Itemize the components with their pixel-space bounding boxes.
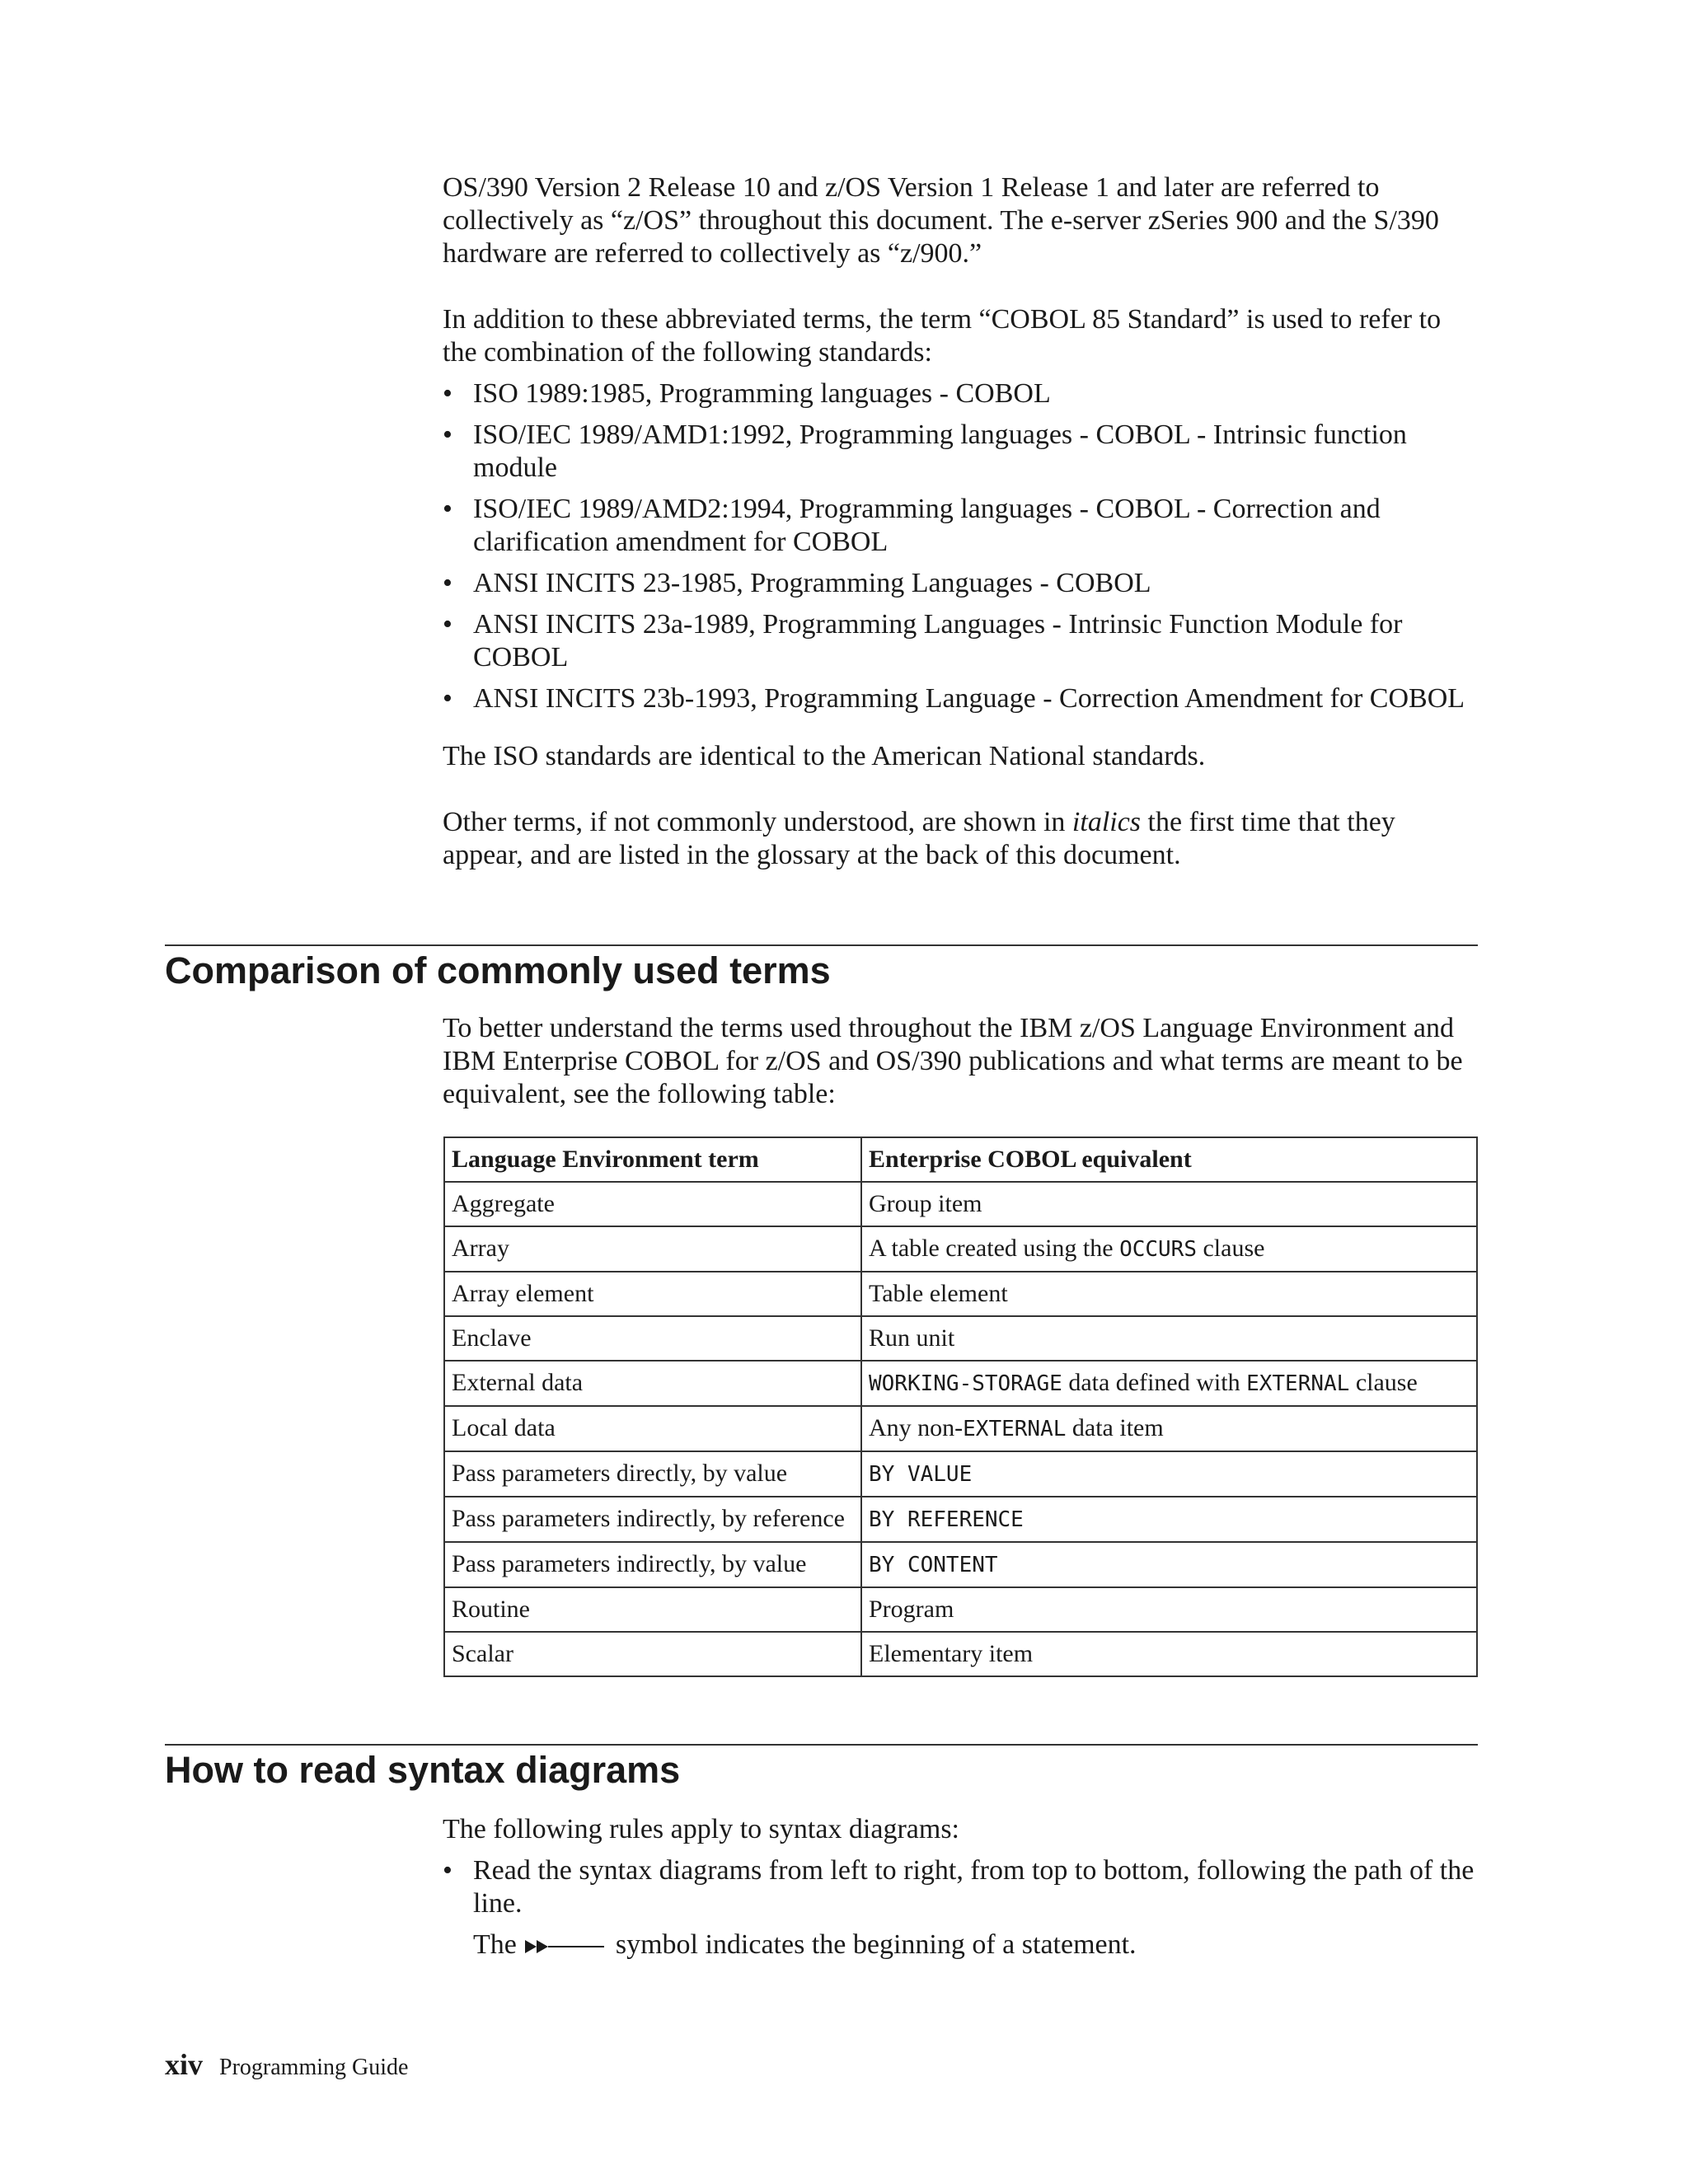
table-row	[444, 1451, 1477, 1497]
le-term-cell: Array element	[444, 1272, 861, 1316]
statement-start-symbol-icon	[525, 1937, 604, 1957]
section-divider	[165, 1744, 1478, 1746]
bullet-icon: •	[443, 1855, 452, 1886]
le-term-cell: Pass parameters indirectly, by reference	[444, 1497, 861, 1542]
cobol-term-cell: Elementary item	[861, 1632, 1477, 1676]
cobol-term-cell: Run unit	[861, 1316, 1477, 1361]
syntax-rules-list	[443, 1854, 1478, 1961]
cobol-term-cell	[861, 1451, 1477, 1497]
table-row	[444, 1406, 1477, 1451]
le-term-cell: Routine	[444, 1587, 861, 1632]
comparison-intro: To better understand the terms used throughout the IBM z/OS Language Environment and IBM Enterprise COBOL for z/OS and OS/390 publications and what terms are meant to be equivalent, see the following table:	[443, 1013, 1463, 1109]
table-row	[444, 1632, 1477, 1676]
list-item: • ISO 1989:1985, Programming languages - COBOL	[443, 378, 1051, 409]
cobol-term-cell: A table created using the OCCURS clause	[861, 1226, 1477, 1272]
bullet-icon: •	[443, 378, 452, 409]
intro-paragraph-1: OS/390 Version 2 Release 10 and z/OS Version 1 Release 1 and later are referred to collectively as “z/OS” throughout this document. The e-server zSeries 900 and the S/390 hardware are referred to collectively as “z/900.”	[443, 172, 1439, 269]
table-row	[444, 1182, 1477, 1226]
le-term-cell: Local data	[444, 1406, 861, 1451]
section-heading-syntax: How to read syntax diagrams	[165, 1749, 681, 1791]
le-term-cell: Pass parameters indirectly, by value	[444, 1542, 861, 1587]
cobol-term-cell: Any non-EXTERNAL data item	[861, 1406, 1477, 1451]
column-header: Language Environment term	[444, 1137, 861, 1182]
le-term-cell: Scalar	[444, 1632, 861, 1676]
intro-paragraph-2: In addition to these abbreviated terms, the term “COBOL 85 Standard” is used to refer to the combination of the following standards:	[443, 304, 1442, 368]
page-footer	[165, 2050, 408, 2082]
intro-paragraph-3: The ISO standards are identical to the American National standards.	[443, 741, 1206, 771]
book-title: Programming Guide	[219, 2055, 409, 2080]
le-term-cell: External data	[444, 1361, 861, 1406]
code-keyword: WORKING-STORAGE	[869, 1371, 1062, 1396]
syntax-intro: The following rules apply to syntax diagrams:	[443, 1814, 959, 1844]
code-keyword: EXTERNAL	[1246, 1371, 1350, 1396]
table-row	[444, 1226, 1477, 1272]
code-keyword: BY CONTENT	[869, 1553, 998, 1577]
le-term-cell: Aggregate	[444, 1182, 861, 1226]
table-row	[444, 1361, 1477, 1406]
table-row	[444, 1316, 1477, 1361]
cobol-term-cell	[861, 1542, 1477, 1587]
bullet-icon: •	[443, 568, 452, 598]
list-item: • Read the syntax diagrams from left to right, from top to bottom, following the path of the line. The symbol indicates the beginning of a statement.	[443, 1854, 1478, 1961]
italic-example: italics	[1071, 807, 1142, 837]
section-divider	[165, 944, 1478, 946]
bullet-icon: •	[443, 683, 452, 714]
bullet-icon: •	[443, 609, 452, 640]
cobol-term-cell: Group item	[861, 1182, 1477, 1226]
symbol-explanation: The symbol indicates the beginning of a statement.	[473, 1929, 1137, 1960]
bullet-icon: •	[443, 419, 452, 450]
table-row	[444, 1542, 1477, 1587]
list-item: • ANSI INCITS 23a-1989, Programming Languages - Intrinsic Function Module for COBOL	[443, 609, 1403, 673]
code-keyword: EXTERNAL	[963, 1417, 1067, 1441]
cobol-term-cell	[861, 1497, 1477, 1542]
code-keyword: OCCURS	[1119, 1237, 1197, 1262]
table-row	[444, 1272, 1477, 1316]
code-keyword: BY REFERENCE	[869, 1507, 1024, 1532]
list-item: • ISO/IEC 1989/AMD1:1992, Programming languages - COBOL - Intrinsic function module	[443, 419, 1407, 483]
intro-section	[443, 171, 1478, 872]
cobol-term-cell: WORKING-STORAGE data defined with EXTERNAL clause	[861, 1361, 1477, 1406]
le-term-cell: Array	[444, 1226, 861, 1272]
cobol-term-cell: Program	[861, 1587, 1477, 1632]
syntax-section	[443, 1813, 1478, 1970]
intro-paragraph-4: Other terms, if not commonly understood, are shown in italics the first time that they appear, and are listed in the glossary at the back of this document.	[443, 807, 1395, 870]
list-item: • ANSI INCITS 23b-1993, Programming Language - Correction Amendment for COBOL	[443, 683, 1465, 714]
le-term-cell: Enclave	[444, 1316, 861, 1361]
table-row	[444, 1587, 1477, 1632]
section-heading-comparison: Comparison of commonly used terms	[165, 949, 831, 991]
standards-list	[443, 377, 1478, 715]
bullet-icon: •	[443, 494, 452, 524]
list-item: • ANSI INCITS 23-1985, Programming Languages - COBOL	[443, 568, 1151, 598]
table-row	[444, 1497, 1477, 1542]
page-number: xiv	[165, 2048, 204, 2081]
cobol-term-cell: Table element	[861, 1272, 1477, 1316]
list-item: • ISO/IEC 1989/AMD2:1994, Programming languages - COBOL - Correction and clarification amendment for COBOL	[443, 494, 1381, 557]
code-keyword: BY VALUE	[869, 1462, 973, 1487]
terms-table	[443, 1137, 1478, 1677]
le-term-cell: Pass parameters directly, by value	[444, 1451, 861, 1497]
table-header-row	[444, 1137, 1477, 1182]
column-header: Enterprise COBOL equivalent	[861, 1137, 1477, 1182]
